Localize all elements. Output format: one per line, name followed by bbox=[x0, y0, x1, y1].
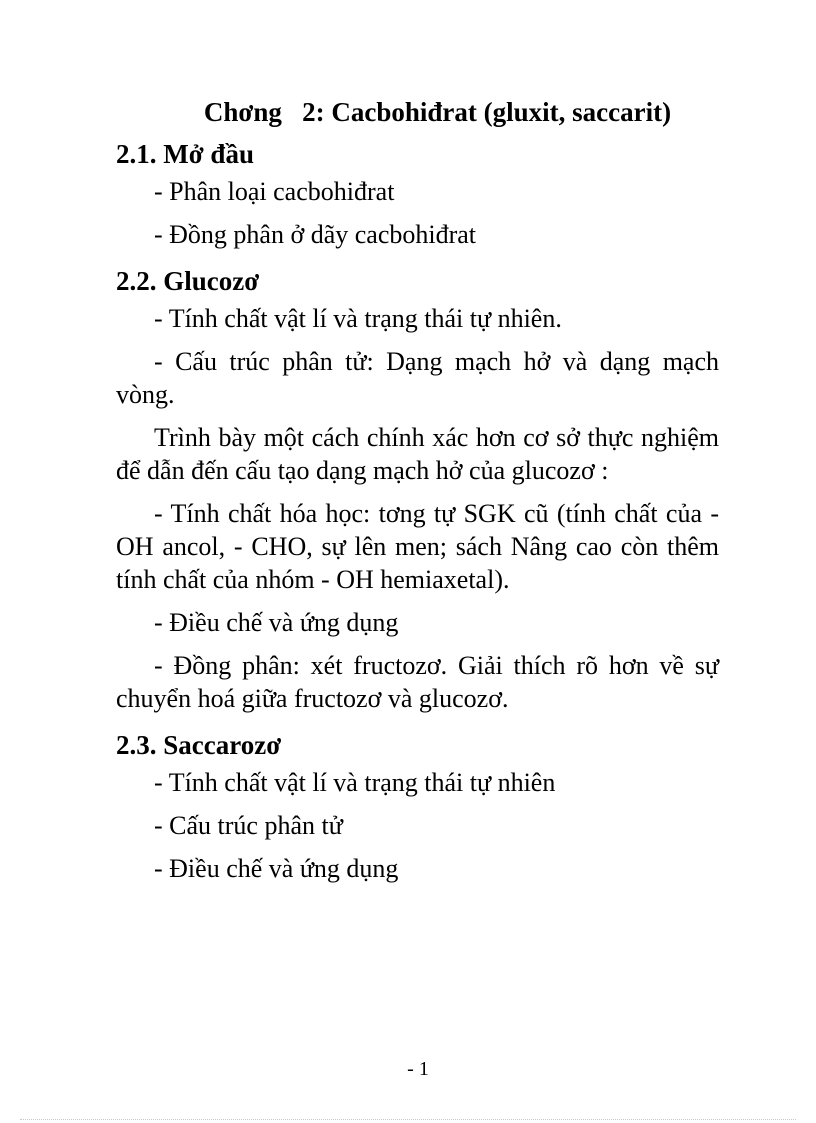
section-heading: 2.3. Saccarozơ bbox=[116, 730, 282, 760]
paragraph: - Cấu trúc phân tử bbox=[154, 811, 343, 840]
paragraph: - Tính chất vật lí và trạng thái tự nhiên bbox=[154, 768, 556, 797]
document-page bbox=[116, 92, 719, 895]
paragraph: - Phân loại cacbohiđrat bbox=[154, 177, 395, 206]
paragraph: - Đồng phân: xét fructozơ. Giải thích rõ hơn về sự chuyển hoá giữa fructozơ và glucozơ. bbox=[116, 651, 719, 713]
section-heading: 2.1. Mở đầu bbox=[116, 139, 254, 169]
paragraph: - Điều chế và ứng dụng bbox=[154, 608, 399, 637]
paragraph: - Đồng phân ở dãy cacbohiđrat bbox=[154, 220, 477, 249]
paragraph: - Tính chất vật lí và trạng thái tự nhiên. bbox=[154, 304, 562, 333]
section-heading: 2.2. Glucozơ bbox=[116, 266, 260, 296]
chapter-title: Chơng 2: Cacbohiđrat (gluxit, saccarit) bbox=[203, 97, 672, 127]
paragraph: - Điều chế và ứng dụng bbox=[154, 854, 399, 883]
paragraph: - Tính chất hóa học: tơng tự SGK cũ (tính chất của -OH ancol, - CHO, sự lên men; sách Nâng cao còn thêm tính chất của nhóm - OH hemiaxetal). bbox=[116, 499, 719, 594]
page-number: - 1 bbox=[407, 1058, 429, 1080]
paragraph: - Cấu trúc phân tử: Dạng mạch hở và dạng mạch vòng. bbox=[116, 347, 719, 409]
page-bottom-border bbox=[20, 1119, 796, 1120]
paragraph: Trình bày một cách chính xác hơn cơ sở thực nghiệm để dẫn đến cấu tạo dạng mạch hở của glucozơ : bbox=[116, 423, 719, 485]
